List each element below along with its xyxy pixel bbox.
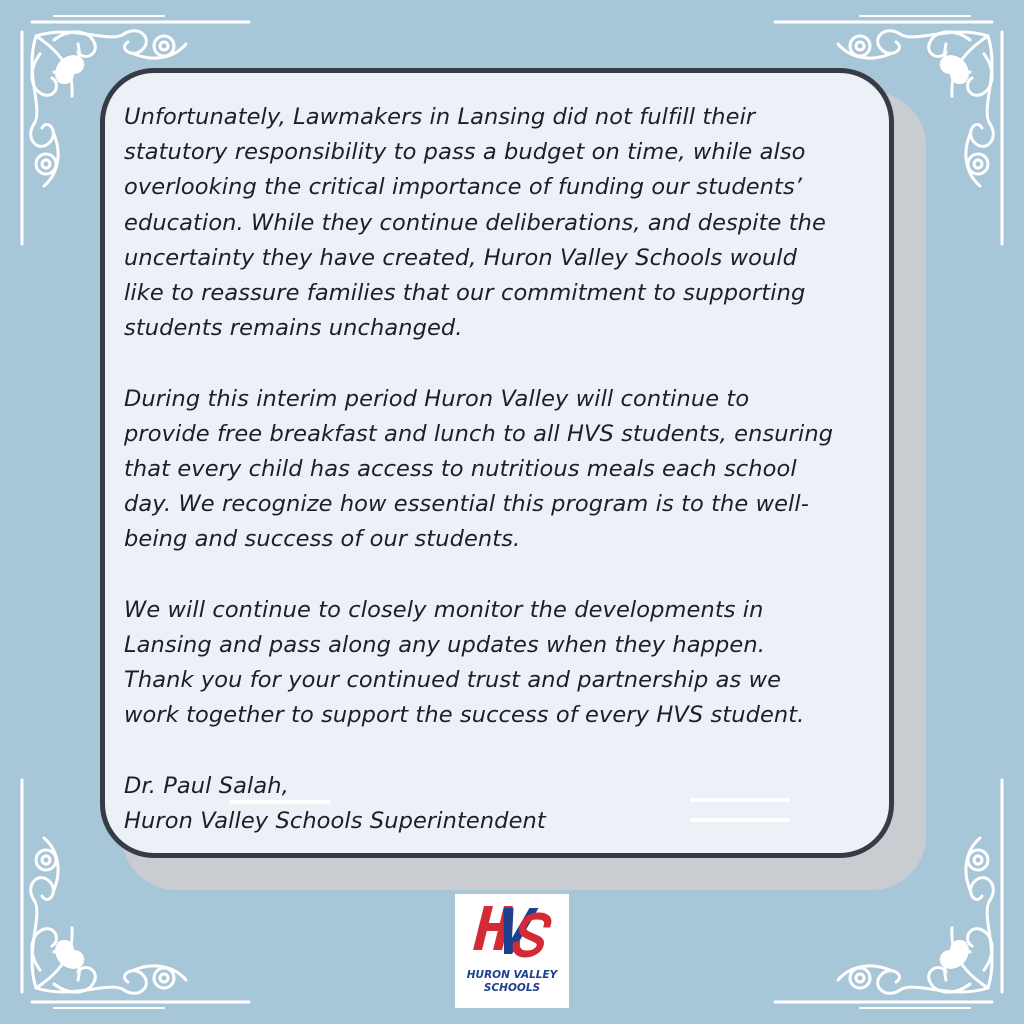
text-line: Thank you for your continued trust and partnership as we (124, 667, 782, 694)
text-line: provide free breakfast and lunch to all HVS students, ensuring (124, 420, 834, 447)
paragraph-1 (124, 100, 904, 346)
text-line: During this interim period Huron Valley will continue to (124, 385, 750, 412)
hvs-logo (455, 894, 569, 1008)
text-line: work together to support the success of every HVS student. (124, 702, 805, 729)
signature-title: Huron Valley Schools Superintendent (124, 808, 546, 835)
paragraph-3 (124, 593, 904, 734)
text-line: Lansing and pass along any updates when they happen. (124, 632, 765, 659)
text-line: students remains unchanged. (124, 315, 463, 342)
text-line: We will continue to closely monitor the developments in (124, 596, 764, 623)
signature (124, 769, 904, 839)
signature-name: Dr. Paul Salah, (124, 772, 289, 799)
letter-body (124, 100, 904, 839)
logo-name-line1: HURON VALLEY (466, 969, 558, 981)
text-line: day. We recognize how essential this program is to the well- (124, 491, 809, 518)
text-line: Unfortunately, Lawmakers in Lansing did not fulfill their (124, 104, 756, 130)
text-line: statutory responsibility to pass a budget on time, while also (124, 139, 806, 166)
hvs-monogram-icon (455, 894, 569, 968)
text-line: being and success of our students. (124, 526, 521, 553)
text-line: like to reassure families that our commitment to supporting (124, 280, 806, 307)
text-line: uncertainty they have created, Huron Valley Schools would (124, 244, 798, 271)
text-line: education. While they continue deliberations, and despite the (124, 209, 826, 236)
text-line: overlooking the critical importance of funding our students’ (124, 174, 803, 201)
paragraph-2 (124, 382, 904, 558)
logo-name-line2: SCHOOLS (483, 982, 541, 994)
text-line: that every child has access to nutritious meals each school (124, 456, 797, 483)
